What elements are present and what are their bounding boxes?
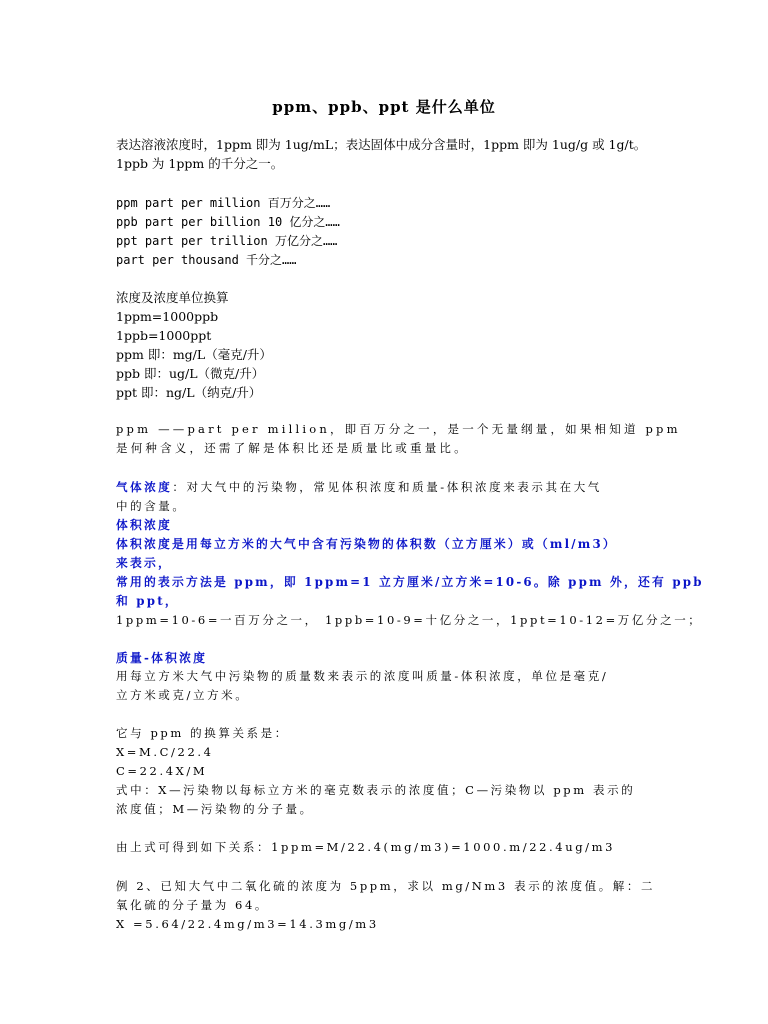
page-title: ppm、ppb、ppt 是什么单位 xyxy=(272,98,496,116)
volume-concentration-line: 体积浓度是用每立方米的大气中含有污染物的体积数（立方厘米）或（ml/m3） xyxy=(116,537,617,551)
conversion-line: ppm 即：mg/L（毫克/升） xyxy=(116,347,272,362)
ppm-explain-line: 是何种含义，还需了解是体积比还是质量比或重量比。 xyxy=(116,441,469,455)
gas-concentration-line-2: 中的含量。 xyxy=(116,499,187,513)
mass-concentration-line: 用每立方米大气中污染物的质量数来表示的浓度叫质量-体积浓度，单位是毫克/ xyxy=(116,669,609,683)
volume-concentration-heading: 体积浓度 xyxy=(116,518,172,532)
volume-concentration-values: 1ppm=10-6=一百万分之一， 1ppb=10-9=十亿分之一，1ppt=10-12=万亿分之一； xyxy=(116,613,703,627)
intro-line-2: 1ppb 为 1ppm 的千分之一。 xyxy=(116,156,284,171)
derived-relation: 由上式可得到如下关系：1ppm=M/22.4(mg/m3)=1000.m/22.4ug/m3 xyxy=(116,840,616,854)
definition-ppt: ppt part per trillion 万亿分之…… xyxy=(116,234,338,248)
conversion-heading: 浓度及浓度单位换算 xyxy=(116,290,229,305)
volume-concentration-line: 和 ppt， xyxy=(116,594,179,608)
volume-concentration-line: 来表示， xyxy=(116,556,172,570)
definition-thousand: part per thousand 千分之…… xyxy=(116,253,297,267)
gas-concentration-line xyxy=(116,478,602,496)
formula-c: C=22.4X/M xyxy=(116,764,208,778)
definition-ppb: ppb part per billion 10 亿分之…… xyxy=(116,215,340,229)
relation-heading: 它与 ppm 的换算关系是： xyxy=(116,726,289,740)
formula-x: X=M.C/22.4 xyxy=(116,745,214,759)
formula-legend: 式中：X—污染物以每标立方米的毫克数表示的浓度值；C—污染物以 ppm 表示的 xyxy=(116,783,636,797)
intro-line-1: 表达溶液浓度时，1ppm 即为 1ug/mL；表达固体中成分含量时，1ppm 即为 1ug/g 或 1g/t。 xyxy=(116,137,647,152)
conversion-line: ppb 即：ug/L（微克/升） xyxy=(116,366,265,381)
mass-concentration-line: 立方米或克/立方米。 xyxy=(116,688,250,702)
conversion-line: ppt 即：ng/L（纳克/升） xyxy=(116,385,262,400)
example-line: 氧化硫的分子量为 64。 xyxy=(116,898,269,912)
example-line: X =5.64/22.4mg/m3=14.3mg/m3 xyxy=(116,917,379,931)
mass-concentration-heading: 质量-体积浓度 xyxy=(116,651,208,665)
conversion-line: 1ppb=1000ppt xyxy=(116,328,212,343)
definition-ppm: ppm part per million 百万分之…… xyxy=(116,196,331,210)
example-line: 例 2、已知大气中二氧化硫的浓度为 5ppm，求以 mg/Nm3 表示的浓度值。解：二 xyxy=(116,879,656,893)
gas-concentration-label: 气体浓度 xyxy=(116,480,173,494)
volume-concentration-line: 常用的表示方法是 ppm，即 1ppm=1 立方厘米/立方米=10-6。除 ppm 外，还有 ppb xyxy=(116,575,704,589)
conversion-line: 1ppm=1000ppb xyxy=(116,309,219,324)
gas-concentration-text: ：对大气中的污染物，常见体积浓度和质量-体积浓度来表示其在大气 xyxy=(172,480,602,494)
formula-legend: 浓度值；M—污染物的分子量。 xyxy=(116,802,314,816)
ppm-explain-line: ppm ——part per million，即百万分之一，是一个无量纲量，如果相知道 ppm xyxy=(116,422,681,436)
